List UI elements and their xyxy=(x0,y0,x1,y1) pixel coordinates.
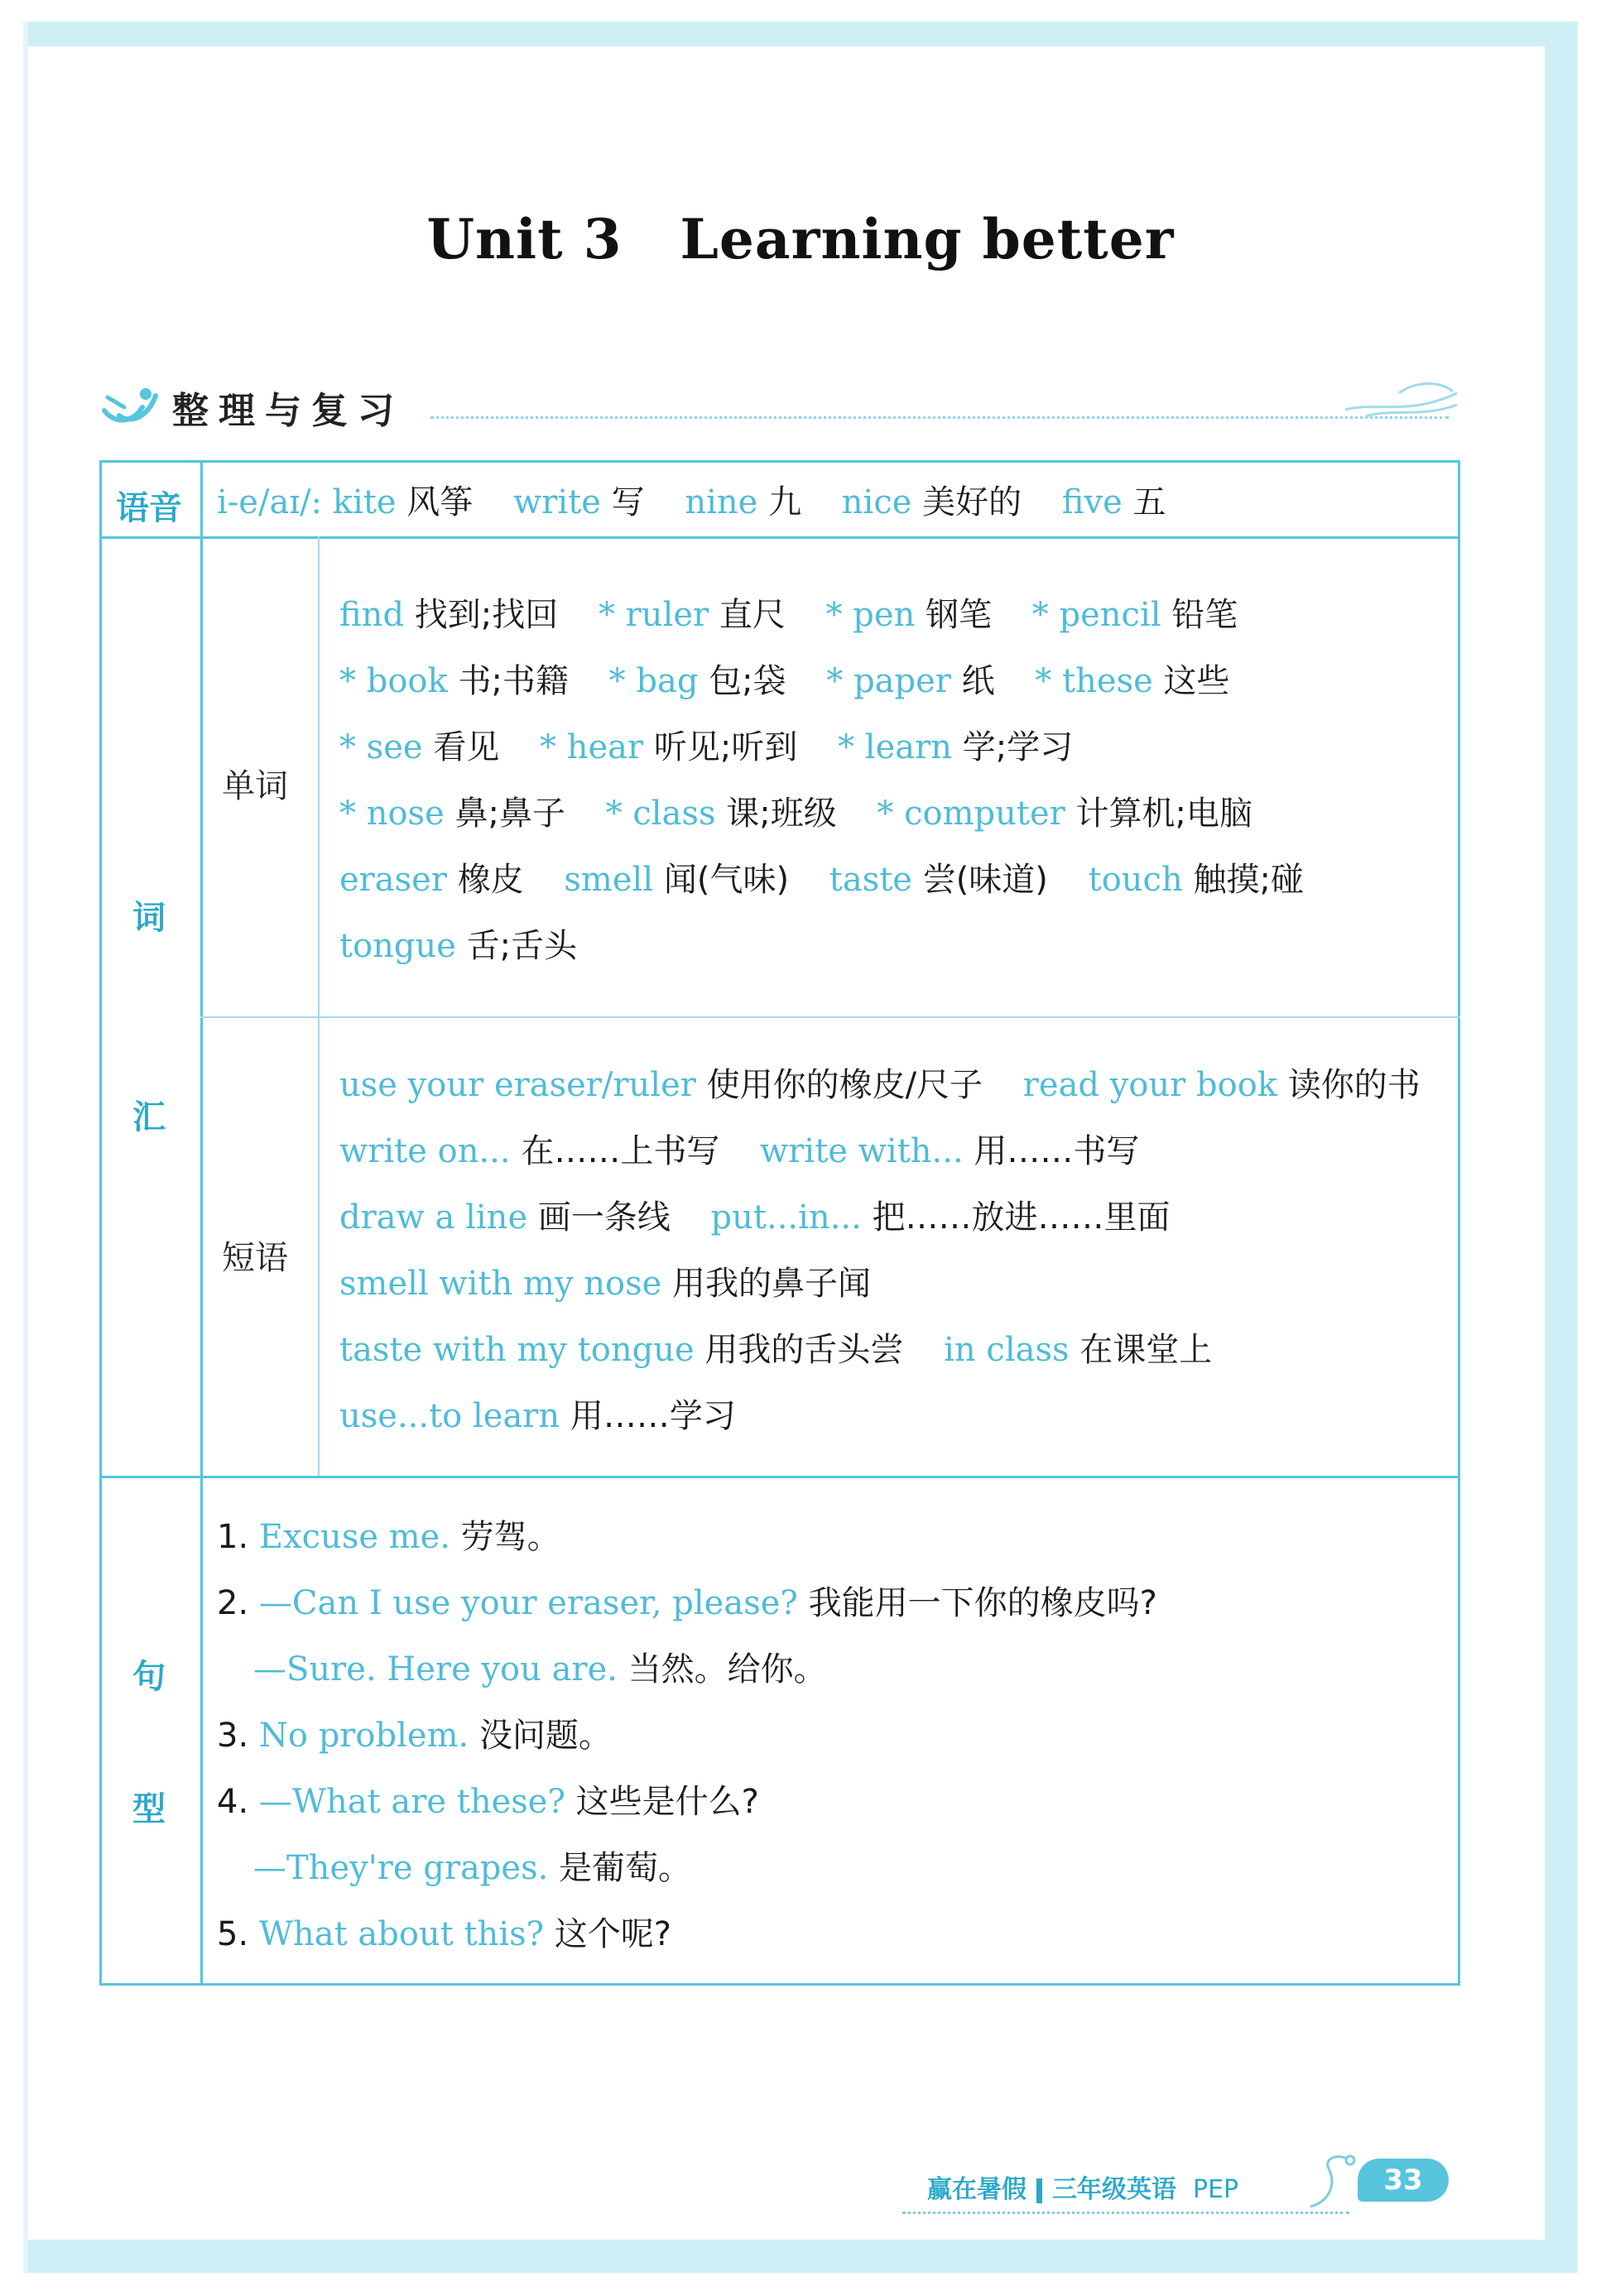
phrase: read your book xyxy=(1022,1066,1278,1104)
phonics-meaning: 九 xyxy=(768,483,802,521)
word-meaning: 计算机;电脑 xyxy=(1075,795,1252,833)
phrase-row xyxy=(339,1263,871,1304)
page-frame-left xyxy=(23,22,28,2273)
sentence-en: —They're grapes. xyxy=(253,1849,549,1887)
sentence-en: What about this? xyxy=(258,1915,545,1953)
wave-decoration-icon xyxy=(1341,377,1461,422)
word-row xyxy=(339,925,577,967)
sub-column-divider xyxy=(318,536,320,1476)
row-divider xyxy=(99,536,1460,539)
unit-number: Unit 3 xyxy=(426,207,623,271)
page-number: 33 xyxy=(1358,2159,1449,2202)
phrase: draw a line xyxy=(339,1198,528,1237)
phrase-row xyxy=(339,1395,736,1437)
word-meaning: 直尺 xyxy=(719,596,786,634)
phrase-meaning: 用我的舌头尝 xyxy=(704,1331,904,1369)
word: tongue xyxy=(339,927,456,965)
row-divider xyxy=(99,1476,1460,1478)
phrase-row xyxy=(339,1197,1171,1238)
phonics-meaning: 写 xyxy=(611,483,645,521)
phrase: in class xyxy=(944,1331,1070,1369)
sentence-en: —Sure. Here you are. xyxy=(253,1650,618,1688)
phonics-word: five xyxy=(1061,483,1123,521)
footer-edition: PEP xyxy=(1193,2175,1239,2204)
word: * paper xyxy=(826,662,951,700)
phrase: smell with my nose xyxy=(339,1265,662,1303)
phrase-meaning: 用……学习 xyxy=(570,1397,736,1435)
word-meaning: 铅笔 xyxy=(1171,596,1238,634)
word: * pen xyxy=(825,596,916,634)
word: * hear xyxy=(540,728,644,766)
column-divider xyxy=(200,460,203,1986)
word: touch xyxy=(1088,861,1183,899)
phonics-meaning: 美好的 xyxy=(922,483,1022,521)
word: * computer xyxy=(877,795,1065,833)
footer-grade: 三年级英语 xyxy=(1052,2175,1176,2204)
word: taste xyxy=(829,861,912,899)
vocab-label-char: 汇 xyxy=(132,1098,166,1136)
sentences-label-char: 句 xyxy=(132,1658,166,1696)
sentence-number: 3. xyxy=(217,1717,249,1755)
phrase: write with... xyxy=(760,1132,964,1170)
footer-series xyxy=(927,2169,1238,2205)
word: * learn xyxy=(838,728,952,766)
word: find xyxy=(339,596,405,634)
word-row xyxy=(339,594,1238,636)
word-row xyxy=(339,859,1304,901)
sentence-en: Excuse me. xyxy=(258,1518,451,1556)
sentence-en: No problem. xyxy=(258,1717,469,1755)
sentence-number: 4. xyxy=(217,1783,249,1821)
sentence-zh: 我能用一下你的橡皮吗? xyxy=(808,1584,1157,1622)
word-meaning: 包;袋 xyxy=(709,662,786,700)
word-meaning: 尝(味道) xyxy=(922,861,1048,899)
phrase-meaning: 读你的书 xyxy=(1287,1066,1421,1104)
sentence-row xyxy=(253,1649,827,1690)
word: * pencil xyxy=(1031,596,1161,634)
word: * nose xyxy=(339,795,445,833)
word: * bag xyxy=(608,662,699,700)
words-label: 单词 xyxy=(222,767,288,805)
sub-row-divider xyxy=(200,1016,1460,1018)
phrase: taste with my tongue xyxy=(339,1331,695,1369)
phrase-row xyxy=(339,1064,1421,1106)
sentence-row xyxy=(253,1847,691,1889)
footer-series-name: 赢在暑假 xyxy=(927,2175,1026,2204)
phonics-meaning: 风筝 xyxy=(406,483,474,521)
phrase: put...in... xyxy=(710,1198,862,1237)
sentence-zh: 是葡萄。 xyxy=(559,1849,692,1887)
phonics-rule: i-e/aɪ/: xyxy=(217,483,323,521)
phonics-row xyxy=(217,482,1166,523)
phonics-word: write xyxy=(513,483,601,521)
sentence-row xyxy=(217,1516,560,1558)
phonics-meaning: 五 xyxy=(1132,483,1166,521)
section-heading: 整理与复习 xyxy=(172,390,404,432)
sentence-row xyxy=(217,1914,671,1955)
word-row xyxy=(339,793,1252,834)
page-frame-right xyxy=(1545,22,1578,2273)
phrase: use your eraser/ruler xyxy=(339,1066,696,1104)
word-meaning: 触摸;碰 xyxy=(1193,861,1304,899)
sentence-zh: 这些是什么? xyxy=(575,1783,759,1821)
sentence-zh: 没问题。 xyxy=(478,1717,612,1755)
phrase-meaning: 在……上书写 xyxy=(521,1132,720,1170)
sentence-number: 2. xyxy=(217,1584,249,1622)
sentence-number: 1. xyxy=(217,1518,249,1556)
word-meaning: 听见;听到 xyxy=(653,728,798,766)
sentence-row xyxy=(217,1715,612,1756)
word: * ruler xyxy=(598,596,709,634)
sentence-zh: 劳驾。 xyxy=(460,1518,560,1556)
word-meaning: 学;学习 xyxy=(962,728,1074,766)
phrases-label: 短语 xyxy=(222,1239,288,1277)
word-meaning: 这些 xyxy=(1163,662,1230,700)
word: * these xyxy=(1035,662,1153,700)
word-meaning: 鼻;鼻子 xyxy=(454,795,565,833)
word-meaning: 舌;舌头 xyxy=(466,927,578,965)
sentence-row xyxy=(217,1583,1157,1624)
word: * book xyxy=(339,662,448,700)
footer-curl-icon xyxy=(1304,2152,1362,2210)
word: * see xyxy=(339,728,423,766)
phrase-row xyxy=(339,1131,1139,1172)
word-meaning: 课;班级 xyxy=(726,795,837,833)
phrase-meaning: 把……放进……里面 xyxy=(872,1198,1171,1237)
phonics-word: nice xyxy=(841,483,912,521)
word-meaning: 橡皮 xyxy=(457,861,524,899)
word: * class xyxy=(605,795,716,833)
sentences-label-char: 型 xyxy=(132,1790,166,1828)
phrase-meaning: 画一条线 xyxy=(537,1198,671,1237)
sentence-zh: 当然。给你。 xyxy=(627,1650,827,1688)
section-divider xyxy=(430,416,1449,419)
phrase-meaning: 使用你的橡皮/尺子 xyxy=(706,1066,983,1104)
footer-separator xyxy=(1036,2178,1042,2203)
word-meaning: 纸 xyxy=(961,662,995,700)
phrase: write on... xyxy=(339,1132,511,1170)
word-meaning: 找到;找回 xyxy=(414,596,559,634)
vocab-label-char: 词 xyxy=(132,899,166,937)
word-row xyxy=(339,660,1230,702)
phrase: use...to learn xyxy=(339,1397,560,1435)
word: smell xyxy=(564,861,654,899)
sentence-zh: 这个呢? xyxy=(554,1915,672,1953)
sentence-en: —What are these? xyxy=(258,1783,565,1821)
word-meaning: 书;书籍 xyxy=(458,662,569,700)
sentence-number: 5. xyxy=(217,1915,249,1953)
page-frame-top xyxy=(23,22,1578,46)
phonics-word: nine xyxy=(685,483,758,521)
word-row xyxy=(339,727,1073,768)
unit-name: Learning better xyxy=(680,207,1175,271)
footer-divider xyxy=(902,2212,1349,2214)
word-meaning: 闻(气味) xyxy=(663,861,790,899)
phrase-meaning: 用……书写 xyxy=(974,1132,1140,1170)
phonics-word: kite xyxy=(332,483,397,521)
section-header xyxy=(99,382,404,432)
phrase-meaning: 用我的鼻子闻 xyxy=(672,1265,872,1303)
page-frame-bottom xyxy=(23,2240,1578,2273)
sentence-row xyxy=(217,1781,759,1823)
swirl-icon xyxy=(99,382,166,432)
word: eraser xyxy=(339,861,447,899)
phrase-row xyxy=(339,1329,1212,1371)
word-meaning: 钢笔 xyxy=(926,596,993,634)
phrase-meaning: 在课堂上 xyxy=(1079,1331,1213,1369)
sentence-en: —Can I use your eraser, please? xyxy=(258,1584,798,1622)
phonics-label: 语音 xyxy=(116,489,182,527)
page-title xyxy=(0,207,1601,271)
word-meaning: 看见 xyxy=(433,728,500,766)
